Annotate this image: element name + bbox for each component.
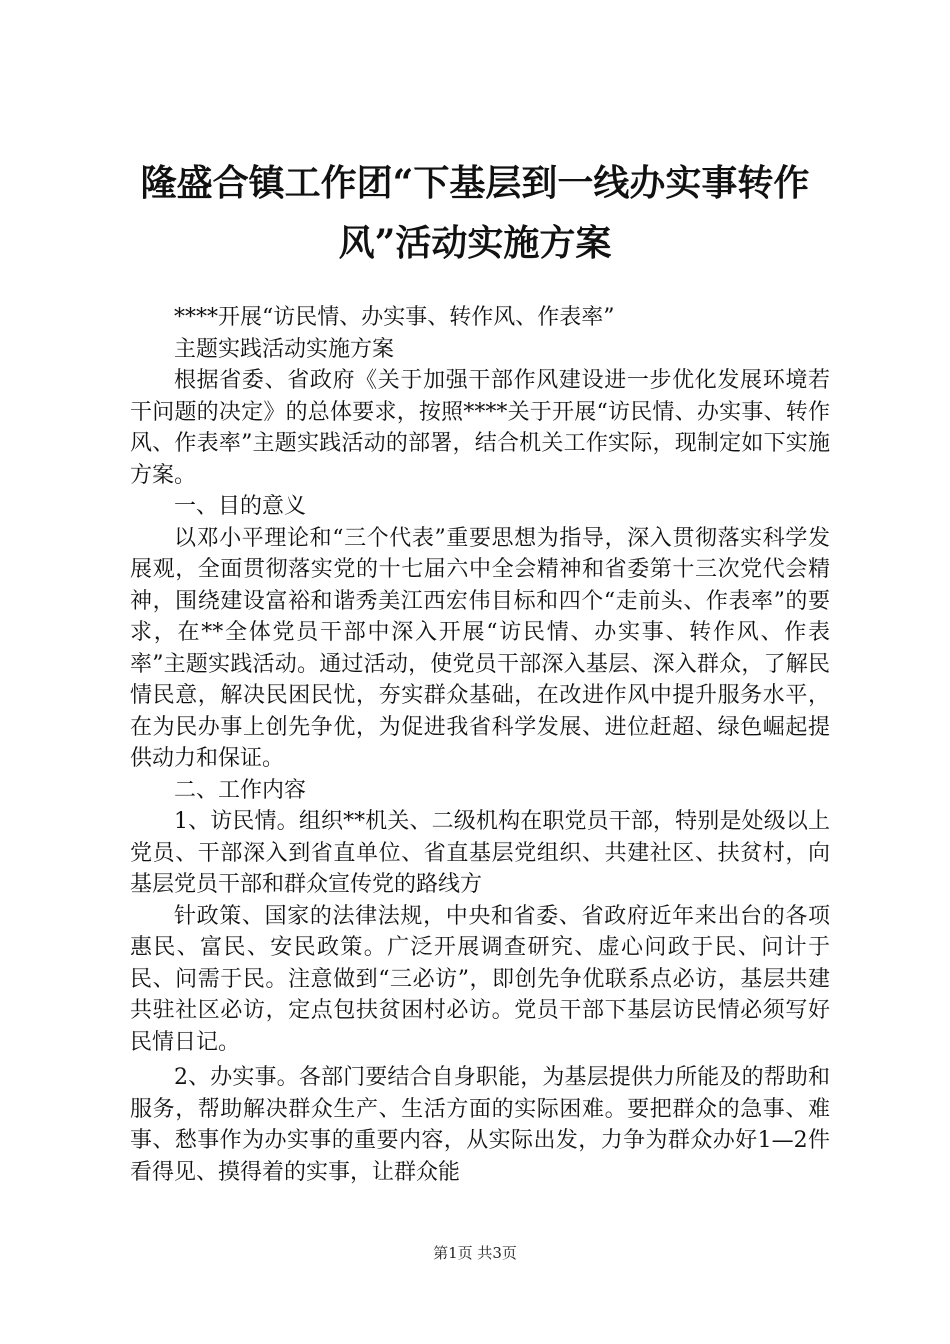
page-footer: 第1页 共3页 xyxy=(433,1244,517,1262)
paragraph-heading-2: 主题实践活动实施方案 xyxy=(174,336,395,362)
document-title-line1: 隆盛合镇工作团“下基层到一线办实事转作 xyxy=(140,162,810,204)
paragraph-purpose: 以邓小平理论和“三个代表”重要思想为指导，深入贯彻落实科学发展观，全面贯彻落实党的十七届六中全会精神和省委第十三次党代会精神，围绕建设富裕和谐秀美江西宏伟目标和四个“走前头、作表率”的要求，在**全体党员干部中深入开展“访民情、办实事、转作风、作表率”主题实践活动。通过活动，使党员干部深入基层、深入群众，了解民情民意，解决民困民忧，夯实群众基础，在改进作风中提升服务水平，在为民办事上创先争优，为促进我省科学发展、进位赶超、绿色崛起提供动力和保证。 xyxy=(130,525,830,771)
document-title-line2: 风”活动实施方案 xyxy=(338,222,612,264)
paragraph-visit: 1、访民情。组织**机关、二级机构在职党员干部，特别是处级以上党员、干部深入到省直单位、省直基层党组织、共建社区、扶贫村，向基层党员干部和群众宣传党的路线方 xyxy=(130,809,830,897)
paragraph-visit-continued: 针政策、国家的法律法规，中央和省委、省政府近年来出台的各项惠民、富民、安民政策。广泛开展调查研究、虚心问政于民、问计于民、问需于民。注意做到“三必访”，即创先争优联系点必访，基层共建共驻社区必访，定点包扶贫困村必访。党员干部下基层访民情必须写好民情日记。 xyxy=(130,903,830,1055)
section-heading-content: 二、工作内容 xyxy=(174,777,307,803)
section-heading-purpose: 一、目的意义 xyxy=(174,494,307,519)
paragraph-intro: 根据省委、省政府《关于加强干部作风建设进一步优化发展环境若干问题的决定》的总体要求，按照****关于开展“访民情、办实事、转作风、作表率”主题实践活动的部署，结合机关工作实际，现制定如下实施方案。 xyxy=(130,368,830,488)
paragraph-heading-1: ****开展“访民情、办实事、转作风、作表率” xyxy=(174,305,615,330)
paragraph-do-things: 2、办实事。各部门要结合自身职能，为基层提供力所能及的帮助和服务，帮助解决群众生产、生活方面的实际困难。要把群众的急事、难事、愁事作为办实事的重要内容，从实际出发，力争为群众办好1—2件看得见、摸得着的实事，让群众能 xyxy=(130,1065,830,1185)
document-body xyxy=(130,302,830,1188)
